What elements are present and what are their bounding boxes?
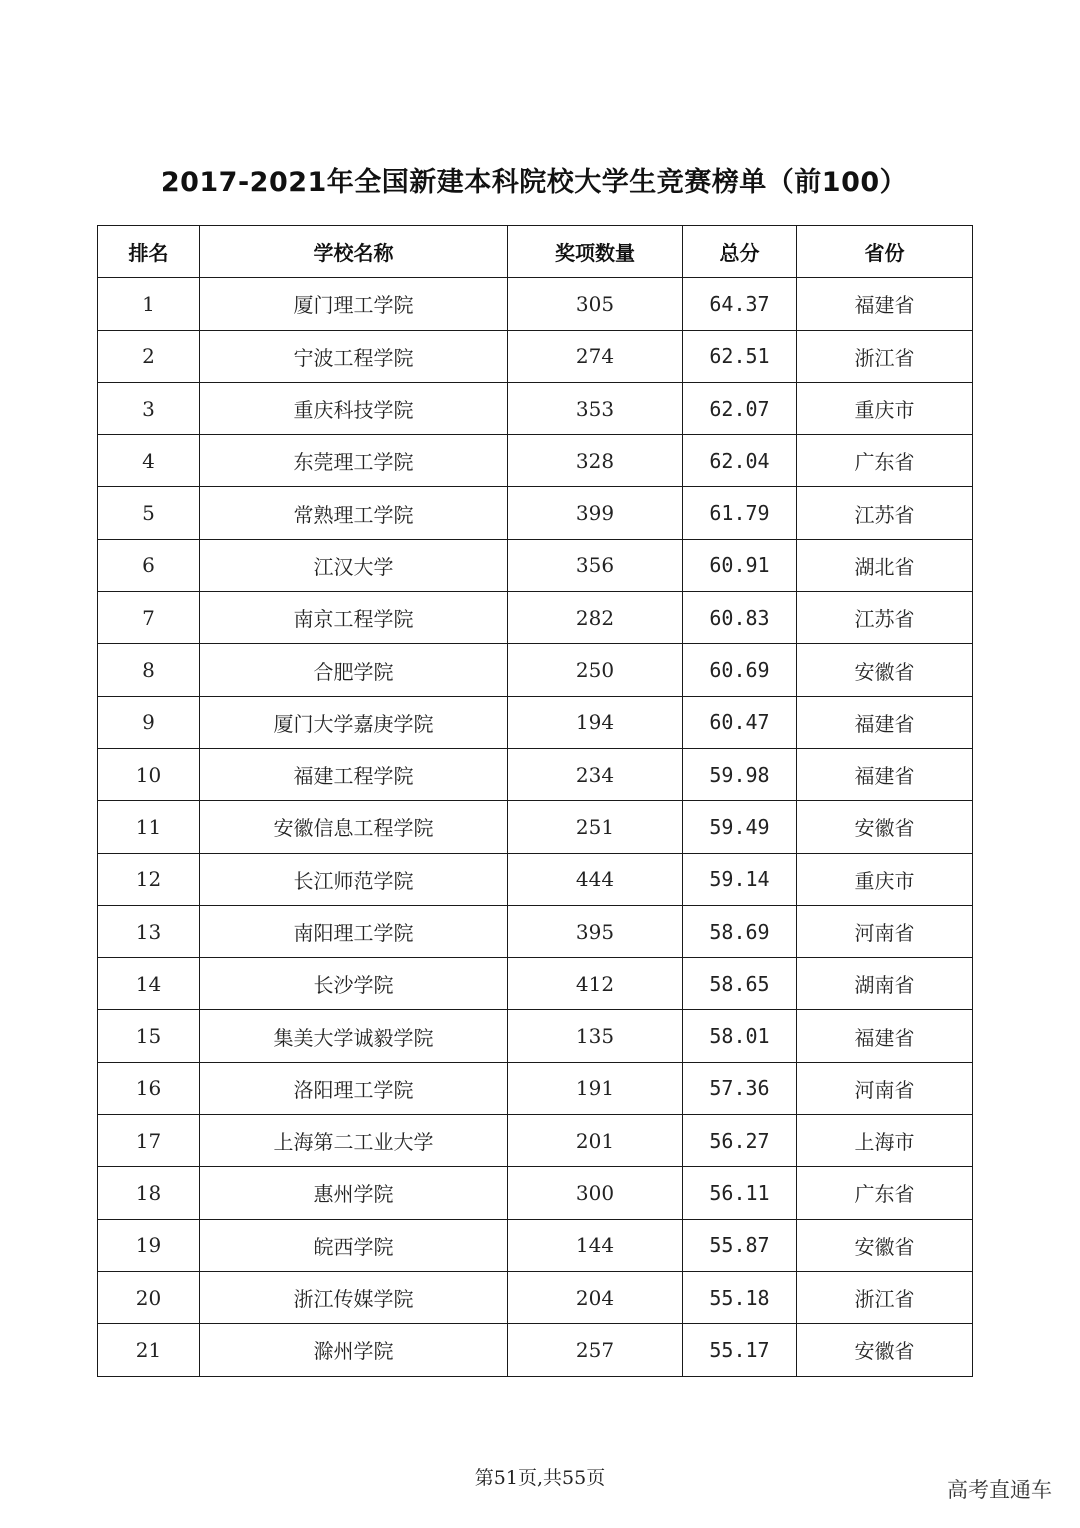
school-name-cell: 集美大学诚毅学院 [200, 1010, 508, 1062]
province-cell: 江苏省 [797, 487, 973, 539]
province-cell: 浙江省 [797, 1271, 973, 1323]
award-count-cell: 305 [508, 278, 683, 330]
award-count-cell: 300 [508, 1167, 683, 1219]
total-score-cell: 60.83 [683, 592, 797, 644]
header-province: 省份 [797, 226, 973, 278]
school-name-cell: 长沙学院 [200, 958, 508, 1010]
school-name-cell: 厦门大学嘉庚学院 [200, 696, 508, 748]
school-name-cell: 安徽信息工程学院 [200, 801, 508, 853]
rank-cell: 21 [98, 1324, 200, 1376]
total-score-cell: 62.07 [683, 382, 797, 434]
province-cell: 重庆市 [797, 382, 973, 434]
award-count-cell: 274 [508, 330, 683, 382]
school-name-cell: 江汉大学 [200, 539, 508, 591]
rank-cell: 2 [98, 330, 200, 382]
total-score-cell: 55.87 [683, 1219, 797, 1271]
rank-cell: 4 [98, 435, 200, 487]
school-name-cell: 常熟理工学院 [200, 487, 508, 539]
table-row [98, 1062, 973, 1114]
table-row [98, 801, 973, 853]
table-row [98, 487, 973, 539]
rank-cell: 12 [98, 853, 200, 905]
province-cell: 上海市 [797, 1115, 973, 1167]
award-count-cell: 356 [508, 539, 683, 591]
page-number: 第51页,共55页 [474, 1467, 606, 1489]
award-count-cell: 234 [508, 748, 683, 800]
province-cell: 江苏省 [797, 592, 973, 644]
table-row [98, 1167, 973, 1219]
province-cell: 浙江省 [797, 330, 973, 382]
table-row [98, 905, 973, 957]
total-score-cell: 57.36 [683, 1062, 797, 1114]
table-row [98, 539, 973, 591]
total-score-cell: 56.27 [683, 1115, 797, 1167]
province-cell: 安徽省 [797, 1219, 973, 1271]
total-score-cell: 62.51 [683, 330, 797, 382]
header-award-count: 奖项数量 [508, 226, 683, 278]
total-score-cell: 62.04 [683, 435, 797, 487]
rank-cell: 9 [98, 696, 200, 748]
total-score-cell: 58.65 [683, 958, 797, 1010]
school-name-cell: 重庆科技学院 [200, 382, 508, 434]
rank-cell: 20 [98, 1271, 200, 1323]
table-row [98, 853, 973, 905]
award-count-cell: 204 [508, 1271, 683, 1323]
total-score-cell: 58.01 [683, 1010, 797, 1062]
table-row [98, 1271, 973, 1323]
province-cell: 重庆市 [797, 853, 973, 905]
award-count-cell: 353 [508, 382, 683, 434]
school-name-cell: 浙江传媒学院 [200, 1271, 508, 1323]
total-score-cell: 60.69 [683, 644, 797, 696]
school-name-cell: 洛阳理工学院 [200, 1062, 508, 1114]
province-cell: 湖北省 [797, 539, 973, 591]
table-row [98, 1324, 973, 1376]
rank-cell: 6 [98, 539, 200, 591]
rank-cell: 5 [98, 487, 200, 539]
province-cell: 广东省 [797, 1167, 973, 1219]
rank-cell: 11 [98, 801, 200, 853]
page-title: 2017-2021年全国新建本科院校大学生竞赛榜单（前100） [160, 167, 908, 198]
rank-cell: 16 [98, 1062, 200, 1114]
province-cell: 河南省 [797, 905, 973, 957]
total-score-cell: 60.47 [683, 696, 797, 748]
award-count-cell: 250 [508, 644, 683, 696]
province-cell: 福建省 [797, 278, 973, 330]
total-score-cell: 56.11 [683, 1167, 797, 1219]
province-cell: 广东省 [797, 435, 973, 487]
total-score-cell: 59.49 [683, 801, 797, 853]
header-row [98, 226, 973, 278]
award-count-cell: 395 [508, 905, 683, 957]
award-count-cell: 135 [508, 1010, 683, 1062]
rank-cell: 10 [98, 748, 200, 800]
school-name-cell: 皖西学院 [200, 1219, 508, 1271]
table-row [98, 278, 973, 330]
province-cell: 安徽省 [797, 644, 973, 696]
school-name-cell: 福建工程学院 [200, 748, 508, 800]
award-count-cell: 201 [508, 1115, 683, 1167]
province-cell: 湖南省 [797, 958, 973, 1010]
table-row [98, 644, 973, 696]
school-name-cell: 上海第二工业大学 [200, 1115, 508, 1167]
award-count-cell: 144 [508, 1219, 683, 1271]
rank-cell: 15 [98, 1010, 200, 1062]
rank-cell: 18 [98, 1167, 200, 1219]
total-score-cell: 59.98 [683, 748, 797, 800]
table-row [98, 1010, 973, 1062]
rank-cell: 19 [98, 1219, 200, 1271]
total-score-cell: 60.91 [683, 539, 797, 591]
rank-cell: 17 [98, 1115, 200, 1167]
school-name-cell: 东莞理工学院 [200, 435, 508, 487]
header-rank: 排名 [98, 226, 200, 278]
watermark-text: 高考直通车 [947, 1478, 1052, 1502]
award-count-cell: 191 [508, 1062, 683, 1114]
table-row [98, 696, 973, 748]
header-total-score: 总分 [683, 226, 797, 278]
school-name-cell: 宁波工程学院 [200, 330, 508, 382]
school-name-cell: 南京工程学院 [200, 592, 508, 644]
province-cell: 河南省 [797, 1062, 973, 1114]
rank-cell: 13 [98, 905, 200, 957]
total-score-cell: 64.37 [683, 278, 797, 330]
province-cell: 福建省 [797, 696, 973, 748]
award-count-cell: 444 [508, 853, 683, 905]
rank-cell: 14 [98, 958, 200, 1010]
award-count-cell: 328 [508, 435, 683, 487]
school-name-cell: 长江师范学院 [200, 853, 508, 905]
school-name-cell: 合肥学院 [200, 644, 508, 696]
rank-cell: 7 [98, 592, 200, 644]
province-cell: 福建省 [797, 748, 973, 800]
table-row [98, 330, 973, 382]
table-row [98, 435, 973, 487]
rank-cell: 8 [98, 644, 200, 696]
header-school-name: 学校名称 [200, 226, 508, 278]
school-name-cell: 滁州学院 [200, 1324, 508, 1376]
table-body [98, 278, 973, 1376]
table-row [98, 1219, 973, 1271]
school-name-cell: 惠州学院 [200, 1167, 508, 1219]
table-row [98, 1115, 973, 1167]
table-row [98, 592, 973, 644]
total-score-cell: 58.69 [683, 905, 797, 957]
school-name-cell: 南阳理工学院 [200, 905, 508, 957]
ranking-table [97, 225, 973, 1377]
table-row [98, 382, 973, 434]
school-name-cell: 厦门理工学院 [200, 278, 508, 330]
table-row [98, 958, 973, 1010]
total-score-cell: 55.17 [683, 1324, 797, 1376]
province-cell: 安徽省 [797, 801, 973, 853]
award-count-cell: 251 [508, 801, 683, 853]
province-cell: 安徽省 [797, 1324, 973, 1376]
rank-cell: 3 [98, 382, 200, 434]
table-header [98, 226, 973, 278]
award-count-cell: 399 [508, 487, 683, 539]
table-row [98, 748, 973, 800]
total-score-cell: 61.79 [683, 487, 797, 539]
total-score-cell: 59.14 [683, 853, 797, 905]
award-count-cell: 194 [508, 696, 683, 748]
award-count-cell: 257 [508, 1324, 683, 1376]
award-count-cell: 282 [508, 592, 683, 644]
award-count-cell: 412 [508, 958, 683, 1010]
rank-cell: 1 [98, 278, 200, 330]
province-cell: 福建省 [797, 1010, 973, 1062]
total-score-cell: 55.18 [683, 1271, 797, 1323]
